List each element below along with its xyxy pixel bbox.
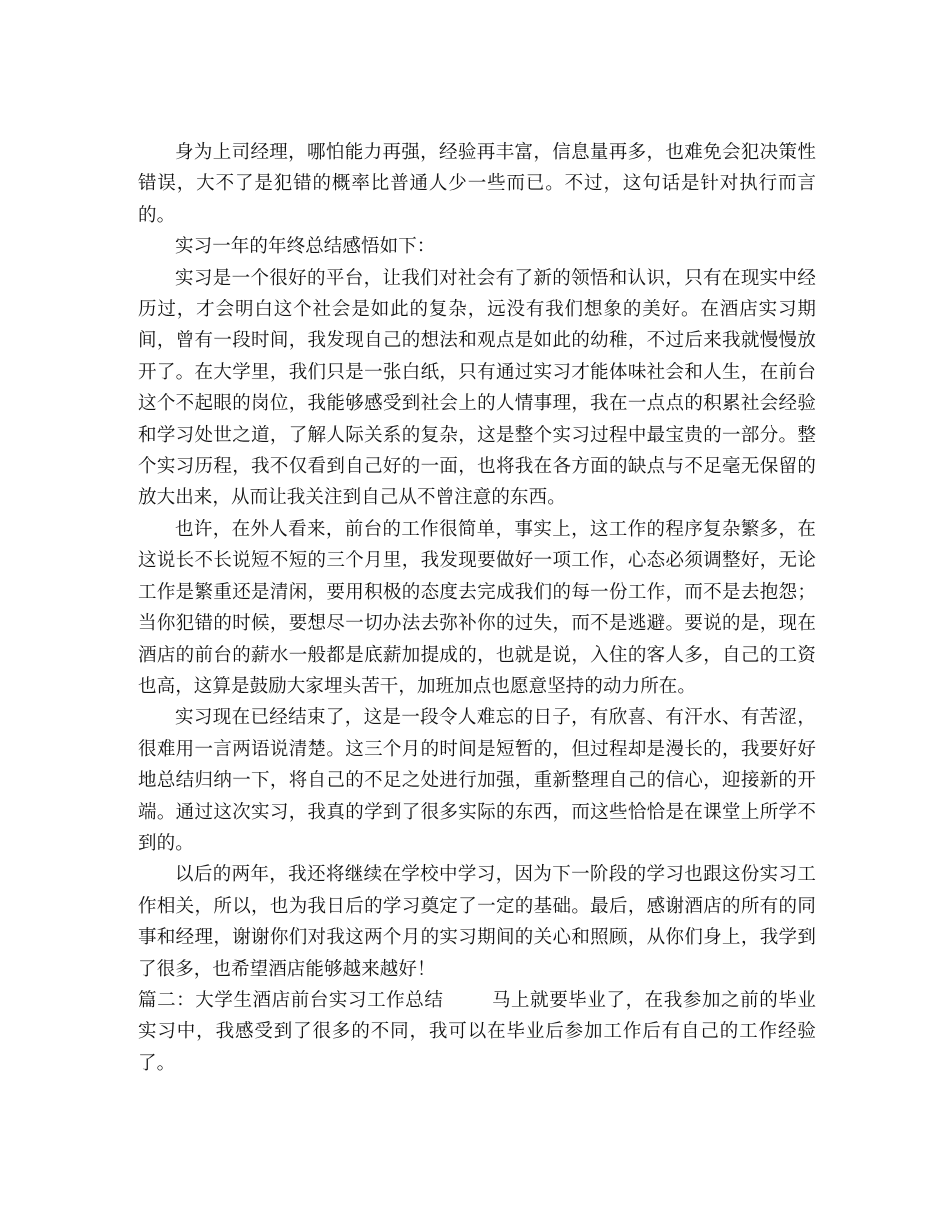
paragraph: 也许，在外人看来，前台的工作很简单，事实上，这工作的程序复杂繁多，在这说长不长说短不短的三个月里，我发现要做好一项工作，心态必须调整好，无论工作是繁重还是清闲，要用积极的态度去完成我们的每一份工作，而不是去抱怨；当你犯错的时候，要想尽一切办法去弥补你的过失，而不是逃避。要说的是，现在酒店的前台的薪水一般都是底薪加提成的，也就是说，入住的客人多，自己的工资也高，这算是鼓励大家埋头苦干，加班加点也愿意坚持的动力所在。 bbox=[138, 518, 816, 697]
paragraph: 实习是一个很好的平台，让我们对社会有了新的领悟和认识，只有在现实中经历过，才会明白这个社会是如此的复杂，远没有我们想象的美好。在酒店实习期间，曾有一段时间，我发现自己的想法和观点是如此的幼稚，不过后来我就慢慢放开了。在大学里，我们只是一张白纸，只有通过实习才能体味社会和人生，在前台这个不起眼的岗位，我能够感受到社会上的人情事理，我在一点点的积累社会经验和学习处世之道，了解人际关系的复杂，这是整个实习过程中最宝贵的一部分。整个实习历程，我不仅看到自己好的一面，也将我在各方面的缺点与不足毫无保留的放大出来，从而让我关注到自己从不曾注意的东西。 bbox=[138, 267, 816, 509]
section-start bbox=[138, 985, 816, 1079]
document-body bbox=[138, 137, 816, 1079]
section-text: 马上就要毕业了，在我参加之前的毕业实习中，我感受到了很多的不同，我可以在毕业后参加工作后有自己的工作经验了。 bbox=[138, 989, 816, 1074]
paragraph: 实习一年的年终总结感悟如下： bbox=[175, 236, 436, 258]
paragraph: 以后的两年，我还将继续在学校中学习，因为下一阶段的学习也跟这份实习工作相关，所以，也为我日后的学习奠定了一定的基础。最后，感谢酒店的所有的同事和经理，谢谢你们对我这两个月的实习期间的关心和照顾，从你们身上，我学到了很多，也希望酒店能够越来越好！ bbox=[138, 864, 816, 980]
section-heading: 篇二：大学生酒店前台实习工作总结 bbox=[138, 989, 444, 1011]
paragraph: 身为上司经理，哪怕能力再强，经验再丰富，信息量再多，也难免会犯决策性错误，大不了是犯错的概率比普通人少一些而已。不过，这句话是针对执行而言的。 bbox=[138, 142, 816, 226]
paragraph: 实习现在已经结束了，这是一段令人难忘的日子，有欣喜、有汗水、有苦涩，很难用一言两语说清楚。这三个月的时间是短暂的，但过程却是漫长的，我要好好地总结归纳一下，将自己的不足之处进行加强，重新整理自己的信心，迎接新的开端。通过这次实习，我真的学到了很多实际的东西，而这些恰恰是在课堂上所学不到的。 bbox=[138, 707, 816, 854]
